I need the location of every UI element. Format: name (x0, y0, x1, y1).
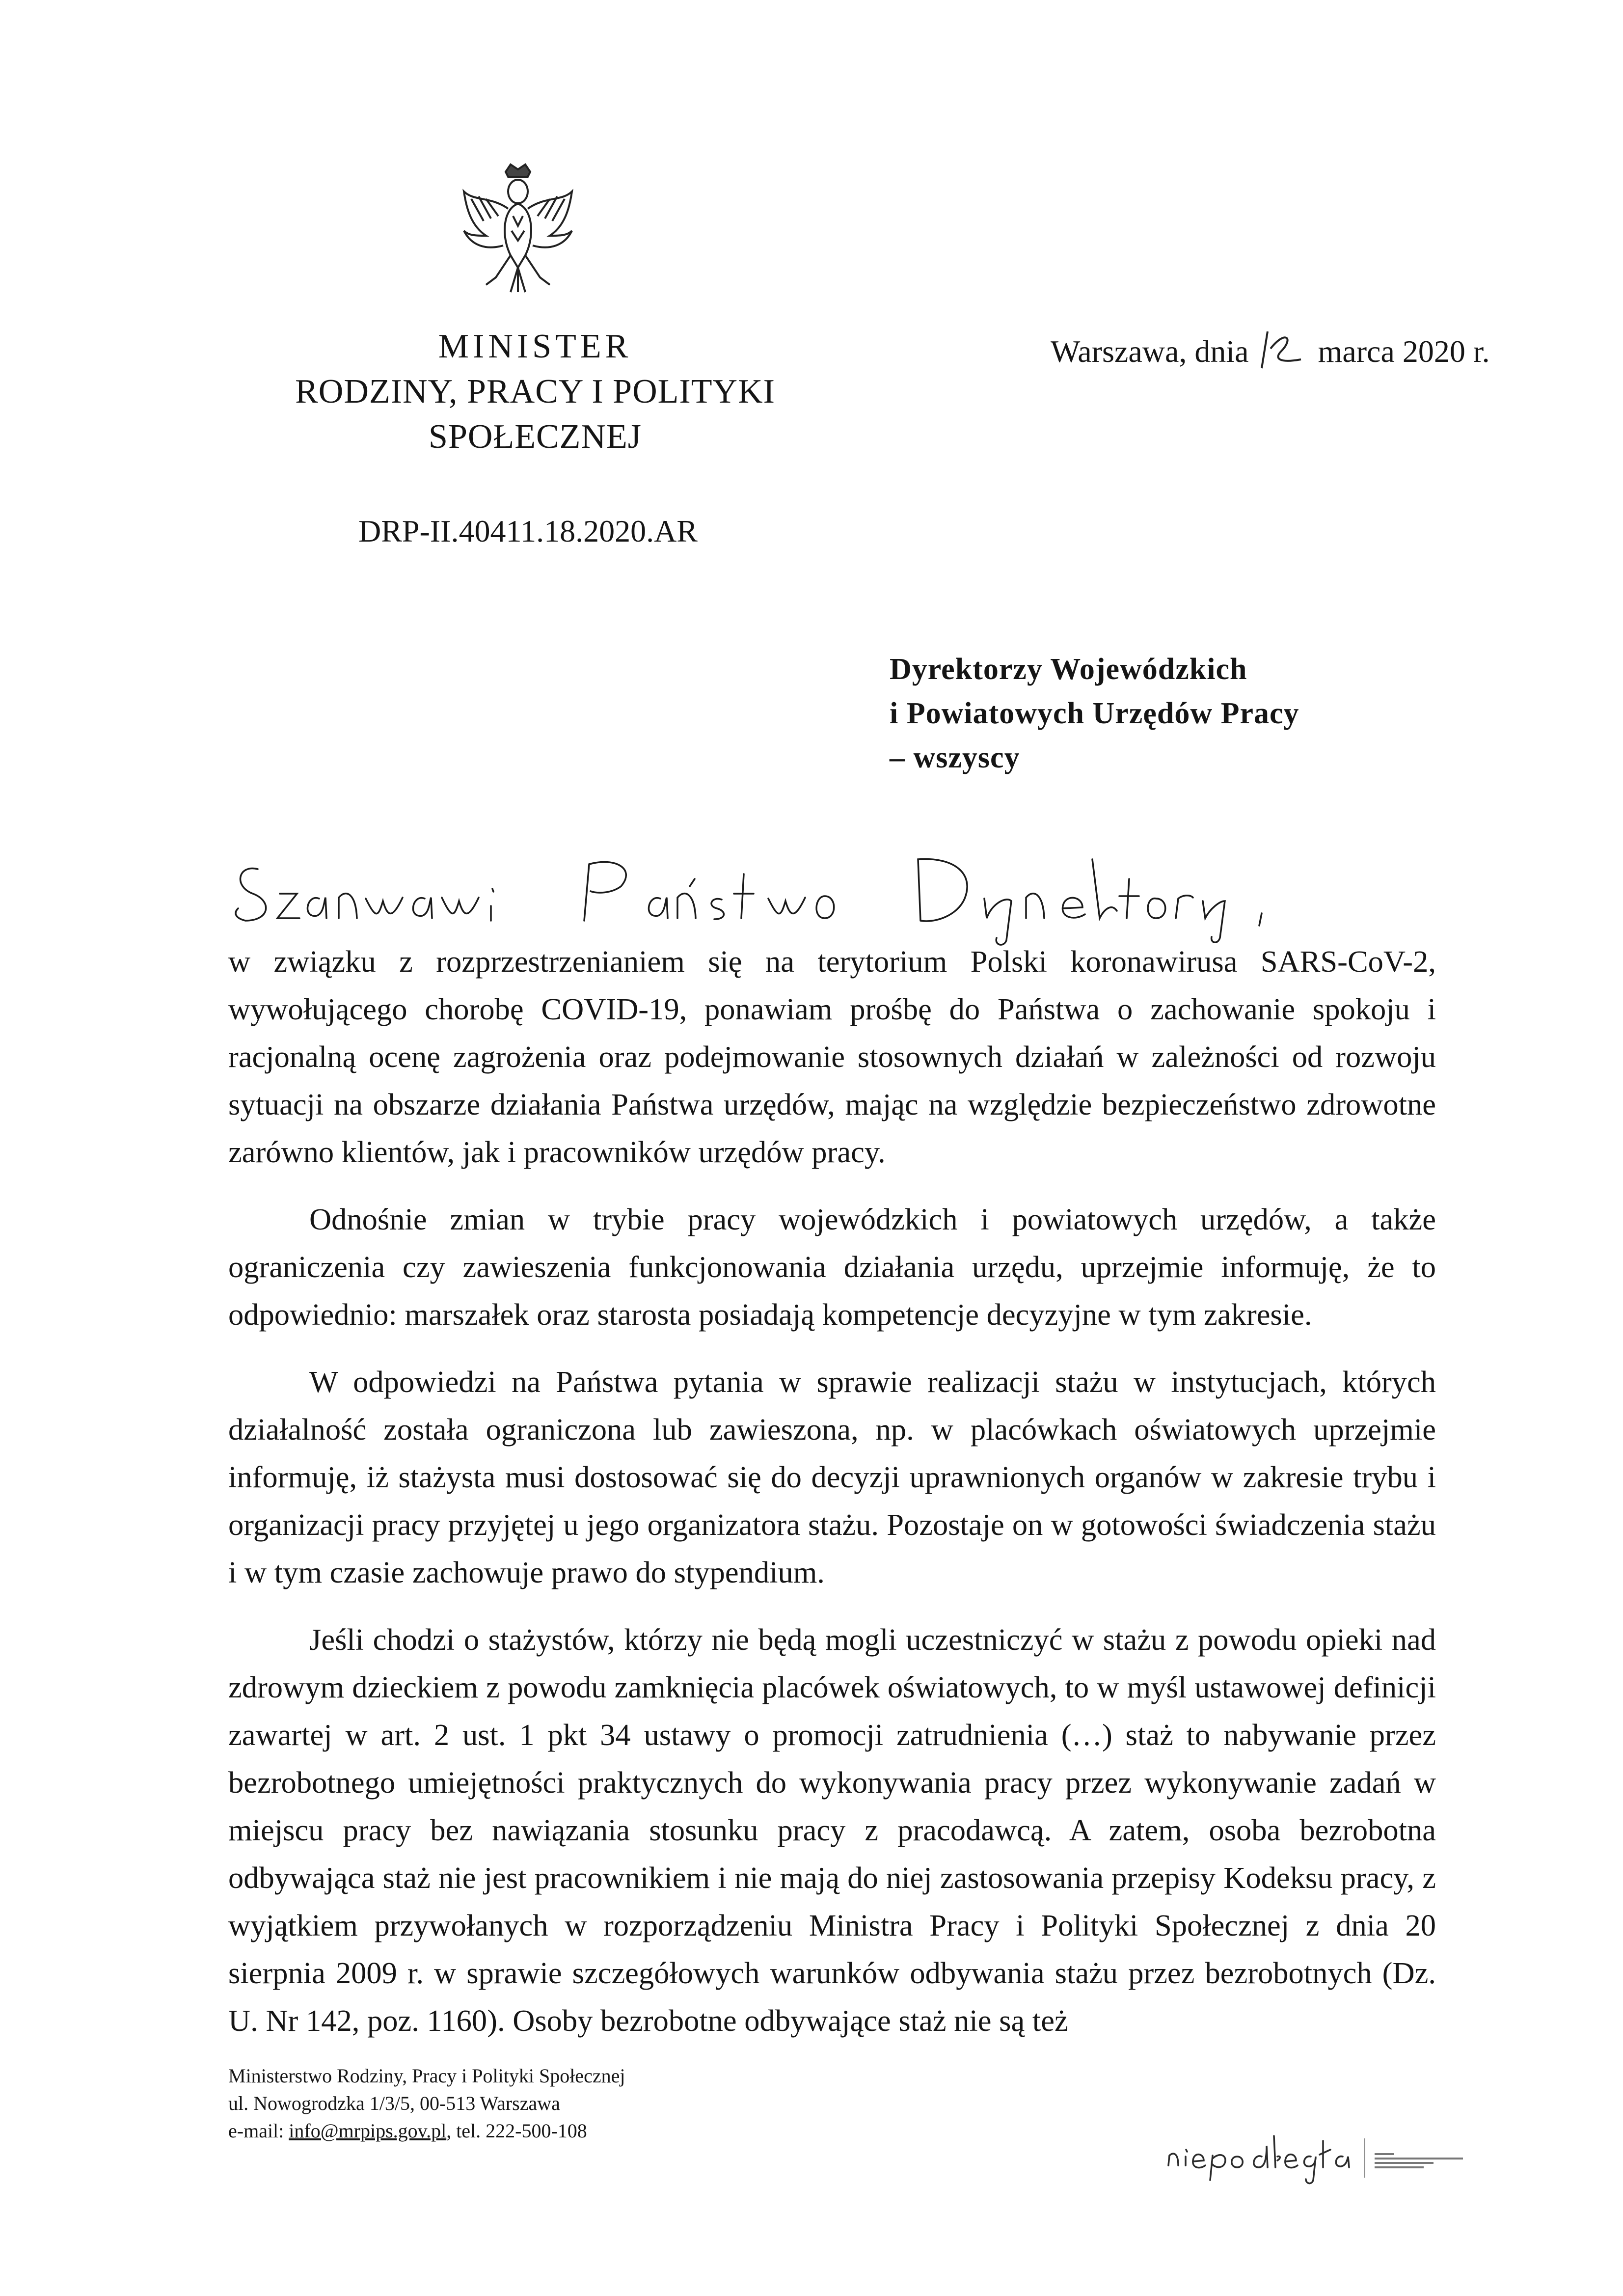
body-paragraph: W odpowiedzi na Państwa pytania w sprawie realizacji stażu w instytucjach, których działalność została ograniczona lub zawieszona, np. w placówkach oświatowych uprzejmie informuję, iż stażysta musi dostosować się do decyzji uprawnionych organów w zakresie trybu i organizacji pracy przyjętej u jego organizatora stażu. Pozostaje on w gotowości świadczenia stażu i w tym czasie zachowuje prawo do stypendium. (228, 1365, 1436, 1589)
handwritten-salutation (228, 840, 1269, 953)
body-paragraph: w związku z rozprzestrzenianiem się na terytorium Polski koronawirusa SARS-CoV-2, wywołującego chorobę COVID-19, ponawiam prośbę do Państwa o zachowanie spokoju i racjonalną ocenę zagrożenia oraz podejmowanie stosownych działań w zależności od rozwoju sytuacji na obszarze działania Państwa urzędów, mając na względzie bezpieczeństwo zdrowotne zarówno klientów, jak i pracowników urzędów pracy. (228, 944, 1436, 1169)
date-line (1051, 329, 1490, 371)
reference-number: DRP-II.40411.18.2020.AR (358, 514, 698, 548)
footer-street-address: ul. Nowogrodzka 1/3/5, 00-513 Warszawa (228, 2092, 560, 2114)
niepodlegla-logo-icon (1163, 2126, 1488, 2185)
addressee-block (890, 647, 1299, 780)
addressee-line: Dyrektorzy Wojewódzkich (890, 653, 1247, 686)
body-paragraph: Odnośnie zmian w trybie pracy wojewódzkich i powiatowych urzędów, a także ograniczenia czy zawieszenia funkcjonowania działania urzędu, uprzejmie informuję, że to odpowiednio: marszałek oraz starosta posiadają kompetencje decyzyjne w tym zakresie. (228, 1202, 1436, 1332)
addressee-line: i Powiatowych Urzędów Pracy (890, 697, 1299, 730)
date-prefix: Warszawa, dnia (1051, 334, 1249, 369)
ministry-name-line: SPOŁECZNEJ (429, 418, 642, 456)
minister-title: MINISTER (438, 328, 632, 365)
ministry-name-line: RODZINY, PRACY I POLITYKI (295, 373, 775, 410)
polish-eagle-emblem-icon (457, 162, 579, 295)
footer-contact: e-mail: info@mrpips.gov.pl, tel. 222-500-108 (228, 2120, 587, 2142)
footer-address (228, 2062, 625, 2145)
date-suffix: marca 2020 r. (1318, 334, 1490, 369)
letter-body (228, 938, 1436, 2064)
body-paragraph: Jeśli chodzi o stażystów, którzy nie będą mogli uczestniczyć w stażu z powodu opieki nad zdrowym dzieckiem z powodu zamknięcia placówek oświatowych, to w myśl ustawowej definicji zawartej w art. 2 ust. 1 pkt 34 ustawy o promocji zatrudnienia (…) staż to nabywanie przez bezrobotnego umiejętności praktycznych do wykonywania pracy przez wykonywanie zadań w miejscu pracy bez nawiązania stosunku pracy z pracodawcą. A zatem, osoba bezrobotna odbywająca staż nie jest pracownikiem i nie mają do niej zastosowania przepisy Kodeksu pracy, z wyjątkiem przywołanych w rozporządzeniu Ministra Pracy i Polityki Społecznej z dnia 20 sierpnia 2009 r. w sprawie szczegółowych warunków odbywania stażu przez bezrobotnych (Dz. U. Nr 142, poz. 1160). Osoby bezrobotne odbywające staż nie są też (228, 1622, 1436, 2038)
minister-header (211, 324, 859, 460)
footer-ministry-name: Ministerstwo Rodziny, Pracy i Polityki Społecznej (228, 2065, 625, 2087)
handwritten-day (1257, 329, 1318, 371)
addressee-line: – wszyscy (890, 741, 1020, 774)
footer-email-link[interactable]: info@mrpips.gov.pl (289, 2120, 447, 2142)
footer-phone: , tel. 222-500-108 (446, 2120, 587, 2142)
